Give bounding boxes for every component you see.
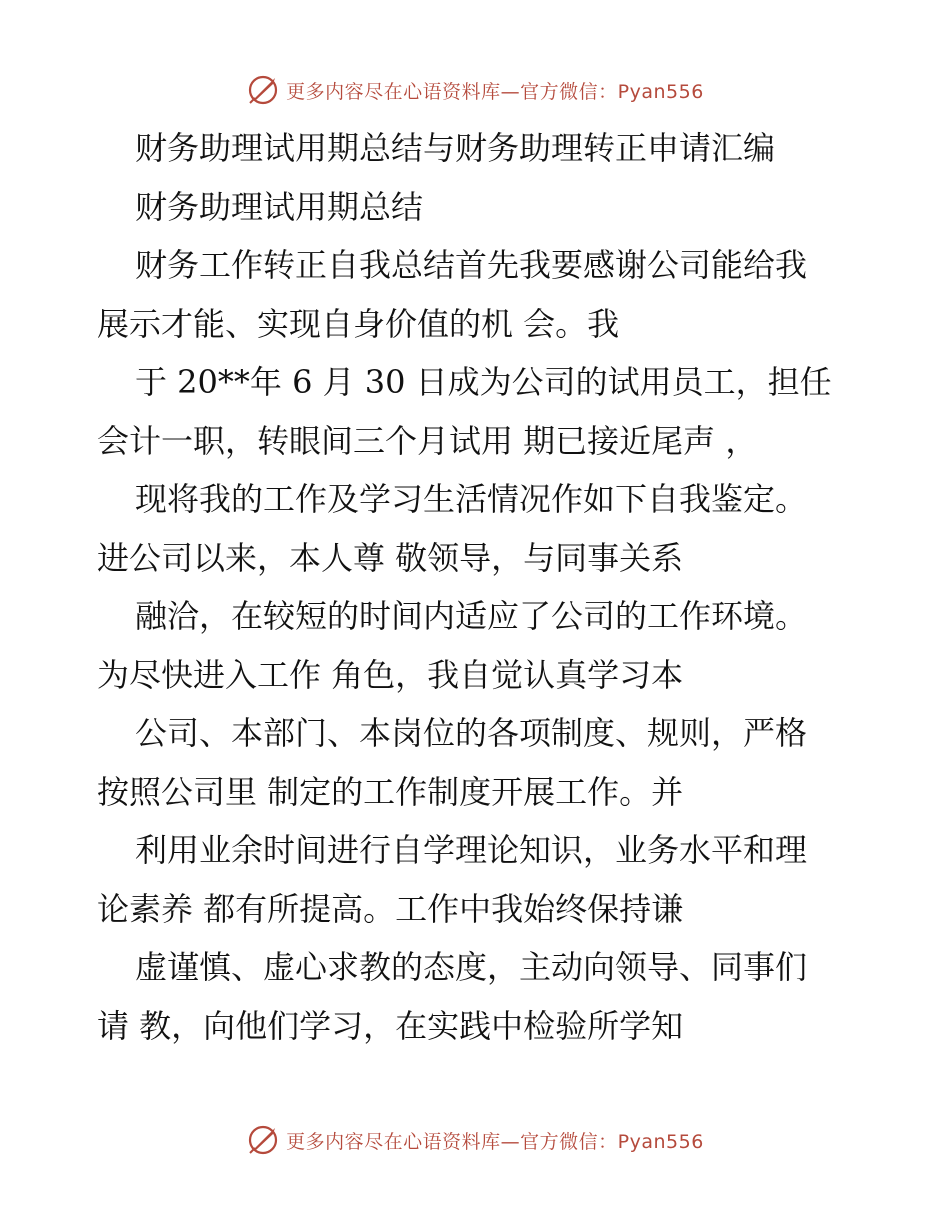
header-banner-text: 更多内容尽在心语资料库—官方微信：Pyan556: [286, 80, 704, 103]
paragraph-line: 现将我的工作及学习生活情况作如下自我鉴定。: [135, 480, 808, 518]
header-banner: [0, 70, 950, 110]
paragraph-line: 融洽，在较短的时间内适应了公司的工作环境。: [135, 597, 808, 635]
paragraph-line: 财务工作转正自我总结首先我要感谢公司能给我: [135, 246, 808, 284]
footer-banner: [0, 1120, 950, 1160]
document-title: 财务助理试用期总结与财务助理转正申请汇编: [135, 129, 776, 167]
paragraph-line: 于 20**年 6 月 30 日成为公司的试用员工，担任: [135, 363, 832, 401]
paragraph-line: 论素养 都有所提高。工作中我始终保持谦: [97, 889, 684, 928]
paragraph-line: 进公司以来，本人尊 敬领导，与同事关系: [97, 538, 684, 577]
quill-pen-logo: [246, 1123, 280, 1157]
paragraph-line: 为尽快进入工作 角色，我自觉认真学习本: [97, 655, 684, 694]
paragraph-line: 按照公司里 制定的工作制度开展工作。并: [97, 772, 684, 811]
quill-pen-logo: [246, 73, 280, 107]
footer-banner-text: 更多内容尽在心语资料库—官方微信：Pyan556: [286, 1130, 704, 1153]
paragraph-line: 展示才能、实现自身价值的机 会。我: [97, 304, 620, 343]
paragraph-line: 公司、本部门、本岗位的各项制度、规则，严格: [135, 714, 808, 752]
section-heading: 财务助理试用期总结: [135, 187, 424, 226]
paragraph-line: 利用业余时间进行自学理论知识，业务水平和理: [135, 831, 808, 869]
paragraph-line: 虚谨慎、虚心求教的态度，主动向领导、同事们: [135, 948, 808, 986]
paragraph-line: 会计一职，转眼间三个月试用 期已接近尾声 ，: [97, 421, 758, 460]
document-body: [97, 126, 867, 1062]
paragraph-line: 请 教，向他们学习，在实践中检验所学知: [97, 1006, 684, 1045]
